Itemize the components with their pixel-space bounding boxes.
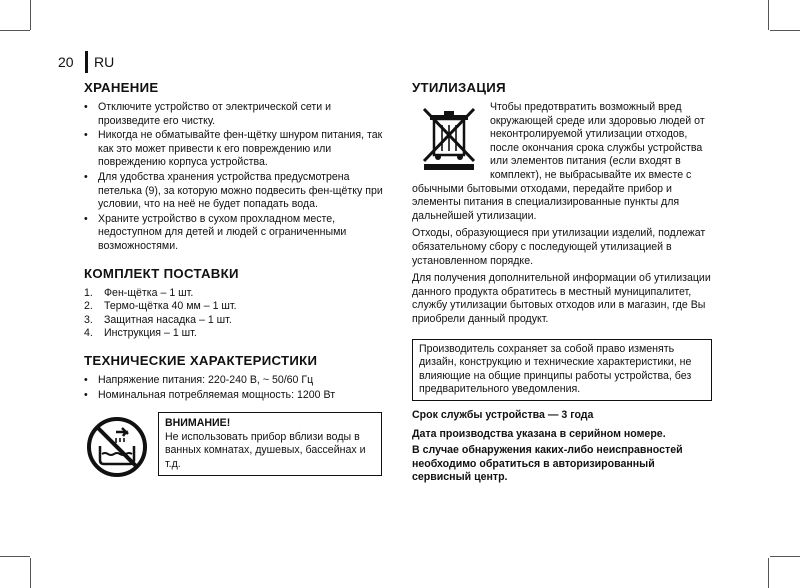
- list-item: • Никогда не обматывайте фен-щётку шнуром питания, так как это может привести к его повреждению или повреждению корпуса устройства.: [84, 129, 384, 170]
- list-item: • Номинальная потребляемая мощность: 1200 Вт: [84, 389, 384, 403]
- item-number: 1.: [84, 286, 93, 299]
- crop-mark: [768, 0, 769, 30]
- disposal-section: [412, 80, 712, 327]
- disposal-paragraph: Для получения дополнительной информации об утилизации данного продукта обратитесь в местный муниципалитет, службу утилизации бытовых отходов или в магазин, где Вы приобрели данный продукт.: [412, 272, 711, 325]
- page-language: RU: [94, 54, 115, 70]
- crop-mark: [768, 558, 769, 588]
- crop-mark: [770, 556, 800, 557]
- crop-mark: [30, 558, 31, 588]
- storage-section: [84, 80, 384, 254]
- warning-title: ВНИМАНИЕ!: [165, 417, 231, 430]
- left-column: [84, 80, 384, 490]
- header-divider: [85, 51, 88, 73]
- list-item: • Храните устройство в сухом прохладном месте, недоступном для детей и людей с ограниченными возможностями.: [84, 213, 384, 254]
- list-item: [84, 287, 384, 301]
- service-life: Срок службы устройства — 3 года: [412, 408, 594, 421]
- page-number: 20: [58, 54, 74, 70]
- specs-title: ТЕХНИЧЕСКИЕ ХАРАКТЕРИСТИКИ: [84, 352, 318, 368]
- disposal-title: УТИЛИЗАЦИЯ: [412, 80, 506, 95]
- crop-mark: [770, 30, 800, 31]
- list-item: • Для удобства хранения устройства предусмотрена петелька (9), за которую можно подвесить фен-щётку при условии, что на неё не будет попадать вода.: [84, 171, 384, 212]
- crop-mark: [0, 556, 30, 557]
- warning-box: [158, 412, 382, 476]
- list-item: • Отключите устройство от электрической сети и произведите его чистку.: [84, 101, 384, 128]
- list-item: [84, 327, 384, 341]
- item-text: Фен-щётка – 1 шт.: [104, 286, 194, 299]
- storage-list: [84, 101, 384, 254]
- package-title: КОМПЛЕКТ ПОСТАВКИ: [84, 265, 239, 281]
- right-column: [412, 80, 712, 491]
- disposal-paragraph: Отходы, образующиеся при утилизации изделий, подлежат обязательному сбору с последующей утилизацией в установленном порядке.: [412, 227, 706, 267]
- list-item: • Напряжение питания: 220-240 В, ~ 50/60 Гц: [84, 374, 384, 388]
- disposal-body: [412, 101, 712, 327]
- crop-mark: [30, 0, 31, 30]
- warning-text: Не использовать прибор вблизи воды в ванных комнатах, душевых, бассейнах и т.д.: [165, 430, 366, 470]
- storage-title: ХРАНЕНИЕ: [84, 80, 159, 95]
- package-list: [84, 287, 384, 341]
- list-item: [84, 300, 384, 314]
- disposal-paragraph: Чтобы предотвратить возможный вред окружающей среде или здоровью людей от неконтролируемой утилизации отходов, после окончания срока службы устройства или элементов питания (если входят в комплект), не выбрасывайте их вместе с обычными бытовыми отходами, передайте прибор и элементы питания в специализированные пункты для дальнейшей утилизации.: [412, 101, 705, 222]
- item-number: 3.: [84, 313, 93, 326]
- service-center: В случае обнаружения каких-либо неисправностей необходимо обратиться в авторизированный сервисный центр.: [412, 444, 683, 484]
- crossed-bin-icon: [418, 105, 480, 171]
- notice-text: Производитель сохраняет за собой право изменять дизайн, конструкцию и технические характеристики, не влияющие на общие принципы работы устройства, без предварительного уведомления.: [419, 342, 692, 396]
- item-text: Защитная насадка – 1 шт.: [104, 313, 232, 326]
- item-text: Инструкция – 1 шт.: [104, 327, 197, 340]
- package-section: [84, 266, 384, 341]
- warning-block: [84, 412, 384, 478]
- page-header: [58, 52, 114, 72]
- list-item: [84, 314, 384, 328]
- item-text: Термо-щётка 40 мм – 1 шт.: [104, 300, 237, 313]
- production-date: Дата производства указана в серийном номере.: [412, 428, 666, 441]
- specs-list: [84, 374, 384, 402]
- no-water-icon: [86, 416, 148, 478]
- item-number: 4.: [84, 327, 93, 340]
- notice-box: [412, 339, 712, 401]
- specs-section: [84, 353, 384, 478]
- item-number: 2.: [84, 300, 93, 313]
- crop-mark: [0, 30, 30, 31]
